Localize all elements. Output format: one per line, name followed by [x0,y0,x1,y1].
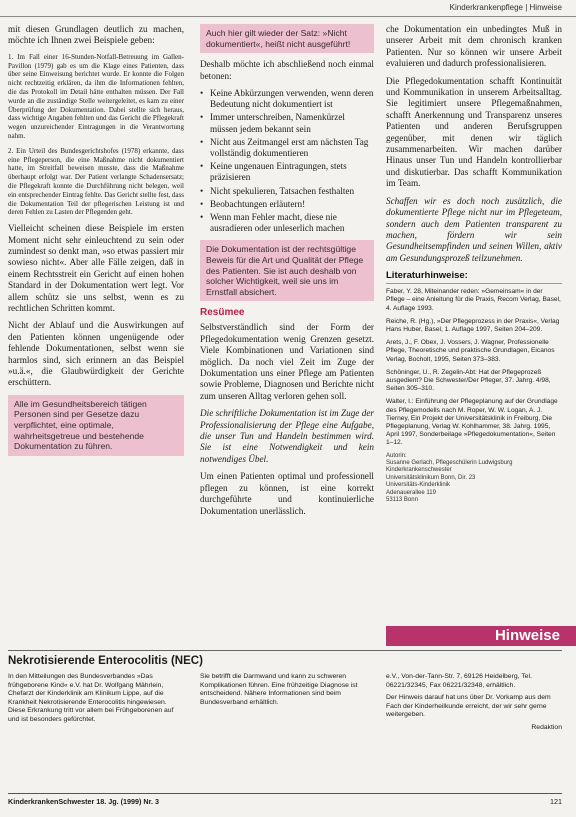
divider [8,650,562,651]
contact-line: Kinderkrankenschwester [386,467,452,474]
contact-line: Autorin: [386,452,407,459]
contact-line: Universitätsklinikum Bonn, Dir. 23 [386,474,476,481]
contact-line: Universitäts-Kinderklinik [386,482,451,489]
column-3 [386,24,562,614]
literature-heading: Literaturhinweise: [386,270,562,284]
reference-item: Walter, I.: Einführung der Pflegeplanung auf der Grundlage des Pflegemodells nach M. Roper, W. W. Logan, A. J. Tierney, Ein Projekt der Universitätsklinik in Freiburg, Die Pflegeplanung, Verlag W. Kohlhammer, 38. Jahrg. 1995, April 1997, Sonderbeilage »Pflegedokumentation«, Seiten 1–12. [386,398,558,447]
list-item: • Nicht spekulieren, Tatsachen festhalten [200,186,374,197]
example-2: 2. Ein Urteil des Bundesgerichtshofes (1978) erkannte, dass eine Pflegeperson, die eine Maßnahme nicht dokumentiert hatte, im Streitfall beweisen musste, dass die Maßnahme überhaupt erfolgt war. Der Patient verlangte Schadensersatz; die Pflegekraft konnte die Durchführung nicht belegen, weil ein entsprechender Eintrag fehlte. Das Gericht stellte fest, dass die Dokumentation Teil der pflegerischen Leistung ist und deren Fehlen zu Lasten der Pflegenden geht. [8,146,184,217]
paragraph-continuity: Die Pflegedokumentation schafft Kontinuität und Kommunikation in unserem Arbeitsalltag. Sie legitimiert unsere Pflegemaßnahmen, schafft Anerkennung und Transparenz unseres Patienten und anderen Berufsgruppen gegenüber, mit denen wir täglich zusammenarbeiten. Wir machen darüber Hinaus unser Tun und Handeln kontrollierbar und diskutierbar. Das schafft Kommunikation im Team. [386,75,562,189]
rules-list [200,88,374,234]
page-header [0,0,576,17]
example-1: 1. Im Fall einer 16-Stunden-Notfall-Betreuung im Gallen-Pavillon (1979) gab es um die Klage eines Patienten, dass über seine Einweisung berichtet wurde. Er konnte die Folgen nicht rechtzeitig erklären, da ihm die Informationen fehlten, die das Protokoll im Detail hätte enthalten müssen. Der Fall wurde an die zuständige Stelle weitergeleitet, es kam zu einer Überprüfung der Dokumentation. Dabei stellte sich heraus, dass wichtige Angaben fehlten und das Gericht die Pflegekraft wegen unzureichender Eintragungen in die Verantwortung nahm. [8,52,184,140]
notice-column-3 [386,673,562,785]
paragraph-consequences: Nicht der Ablauf und die Auswirkungen auf den Patienten können ungenügende oder fehlende Dokumentationen, selbst wenn sie harmlos sind, sich erinnern an das Beispiel »u.ä.«, die Glaubwürdigkeit der Gerichte erschüttern. [8,320,184,388]
reference-item: Reiche, R. (Hg.), »Der Pflegeprozess in der Praxis«, Verlag Hans Huber, Basel, 1. Auflage 1997, Seiten 204–209. [386,317,560,333]
journal-name: KinderkrankenSchwester 18. Jg. (1999) Nr. 3 [8,797,160,806]
notice-paragraph: In den Mitteilungen des Bundesverbandes »Das frühgeborene Kind« e.V. hat Dr. Wolfgang Mährlein, Chefarzt der Kinderklinik am Klinikum Lippe, auf die Krankheit Nekrotisierende Enterocolitis hingewiesen. Diese Erkrankung tritt vor allem bei Frühgeborenen auf und ist besonders gefürchtet. [8,673,174,723]
paragraph-transparency: Schaffen wir es doch noch zusätzlich, die dokumentierte Pflege nicht nur im Pflegeteam, sondern auch dem Patienten transparent zu machen, fördern wir sein Gesundheitsempfinden und seinen Willen, aktiv am Gesundungsprozeß teilzunehmen. [386,195,562,263]
header-title: Kinderkrankenpflege | Hinweise [449,3,562,12]
reference-list [386,288,562,447]
author-contact [386,453,562,505]
list-item: • Wenn man Fehler macht, diese nie ausradieren oder unleserlich machen [200,212,374,234]
notice-paragraph: Der Hinweis darauf hat uns über Dr. Vorkamp aus dem Fach der Kinderheilkunde erreicht, der wir sehr gerne weitergeben. [386,694,551,719]
list-item: • Immer unterschreiben, Namenkürzel müssen jedem bekannt sein [200,112,374,134]
list-item: • Keine Abkürzungen verwenden, wenn deren Bedeutung nicht dokumentiert ist [200,88,374,110]
column-2 [200,24,374,614]
notice-column-1 [8,673,184,785]
contact-line: Susanne Gerlach, Pflegeschülerin Ludwigsburg [386,459,513,466]
contact-line: 53113 Bonn [386,497,418,504]
page-number: 121 [550,797,562,806]
reference-item: Arets, J., F. Obex, J. Vossers, J. Wagner, Professionelle Pflege, Theoretische und praktische Grundlagen, Eicanos Verlag, Bocholt, 1995, Seiten 373–383. [386,339,555,363]
notice-paragraph: Sie betrifft die Darmwand und kann zu schweren Komplikationen führen. Eine frühzeitige Diagnose ist entscheidend. Nähere Informationen sind beim Bundesverband erhältlich. [200,673,358,706]
reference-item: Faber, Y. 28, Miteinander reden: »Gemeinsam« in der Pflege – eine Anleitung für die Praxis, Recom Verlag, Basel, 4. Auflage 1993. [386,288,561,312]
highlight-box-obligation: Alle im Gesundheitsbereich tätigen Personen sind per Gesetze dazu verpflichtet, eine optimale, wahrheitsgetreue und bestehende Dokumentation zu führen. [8,395,184,456]
paragraph-resume-1: Selbstverständlich sind der Form der Pflegedokumentation wenig Grenzen gesetzt. Viele Kombinationen und Variationen sind möglich. Da noch viel Zeit im Zuge der Dokumentation uns einer Pflege am Patienten sowie Probleme, Diagnosen und Berichte nicht zum unseren Alltag verloren gehen soll. [200,322,374,401]
notice-paragraph: e.V., Von-der-Tann-Str. 7, 69126 Heidelberg, Tel. 06221/32345, Fax 06221/32348, erhältlich. [386,673,532,689]
paragraph-resume-2: Die schriftliche Dokumentation ist im Zuge der Professionalisierung der Pflege eine Aufgabe, die unser Tun und Handeln bestimmen wird. Sie ist eine Notwendigkeit und kein notwendiges Übel. [200,408,374,464]
notice-title: Nekrotisierende Enterocolitis (NEC) [8,655,203,667]
section-banner-hinweise: Hinweise [386,626,576,646]
highlight-box-quote: Auch hier gilt wieder der Satz: »Nicht dokumentiert«, heißt nicht ausgeführt! [200,24,374,53]
column-1 [8,24,184,614]
highlight-box-evidence: Die Dokumentation ist der rechtsgültige Beweis für die Art und Qualität der Pflege des Patienten. Sie ist auch deshalb von solcher Wichtigkeit, weil sie uns im Ernstfall absichert. [200,240,374,301]
notice-signature: Redaktion [531,723,562,731]
list-item: • Keine ungenauen Eintragungen, stets präzisieren [200,161,374,183]
footnote-examples [8,53,184,217]
paragraph-examples-comment: Vielleicht scheinen diese Beispiele im ersten Moment nicht sehr einleuchtend zu sein oder zumindest so denkt man, »so etwas passiert mir sowieso nicht«. Aber alle Fälle zeigen, daß in einem Rechtsstreit ein Gericht auf einen hohen Standard in der Dokumentation wert legt. Vor allem schütz sie uns selbst, wenn es zu rechtlichen Schritten kommt. [8,223,184,313]
paragraph-resume-3: Um einen Patienten optimal und professionell pflegen zu können, ist eine korrekt durchgeführte und kontinuierliche Dokumentation unerlässlich. [200,471,374,516]
paragraph-continuation: che Dokumentation ein unbedingtes Muß in unserer Arbeit mit dem chronisch kranken Patienten. Nur so können wir unsere Arbeit evaluieren und dadurch professionalisieren. [386,24,562,69]
contact-line: Adenauerallee 119 [386,489,436,496]
paragraph-summary-intro: Deshalb möchte ich abschließend noch einmal betonen: [200,59,374,81]
intro-paragraph: mit diesen Grundlagen deutlich zu machen, möchte ich Ihnen zwei Beispiele geben: [8,24,184,46]
page-footer [8,793,562,808]
resume-heading: Resümee [200,307,245,319]
list-item: • Beobachtungen erläutern! [200,199,374,210]
list-item: • Nicht aus Zeitmangel erst am nächsten Tag vollständig dokumentieren [200,137,374,159]
reference-item: Schöninger, U., R. Zegelin-Abt: Hat der Pflegeprozeß ausgedient? Die Schwester/Der Pfleger, 37. Jahrg. 4/98, Seiten 305–310. [386,368,551,393]
notice-column-2 [200,673,376,785]
